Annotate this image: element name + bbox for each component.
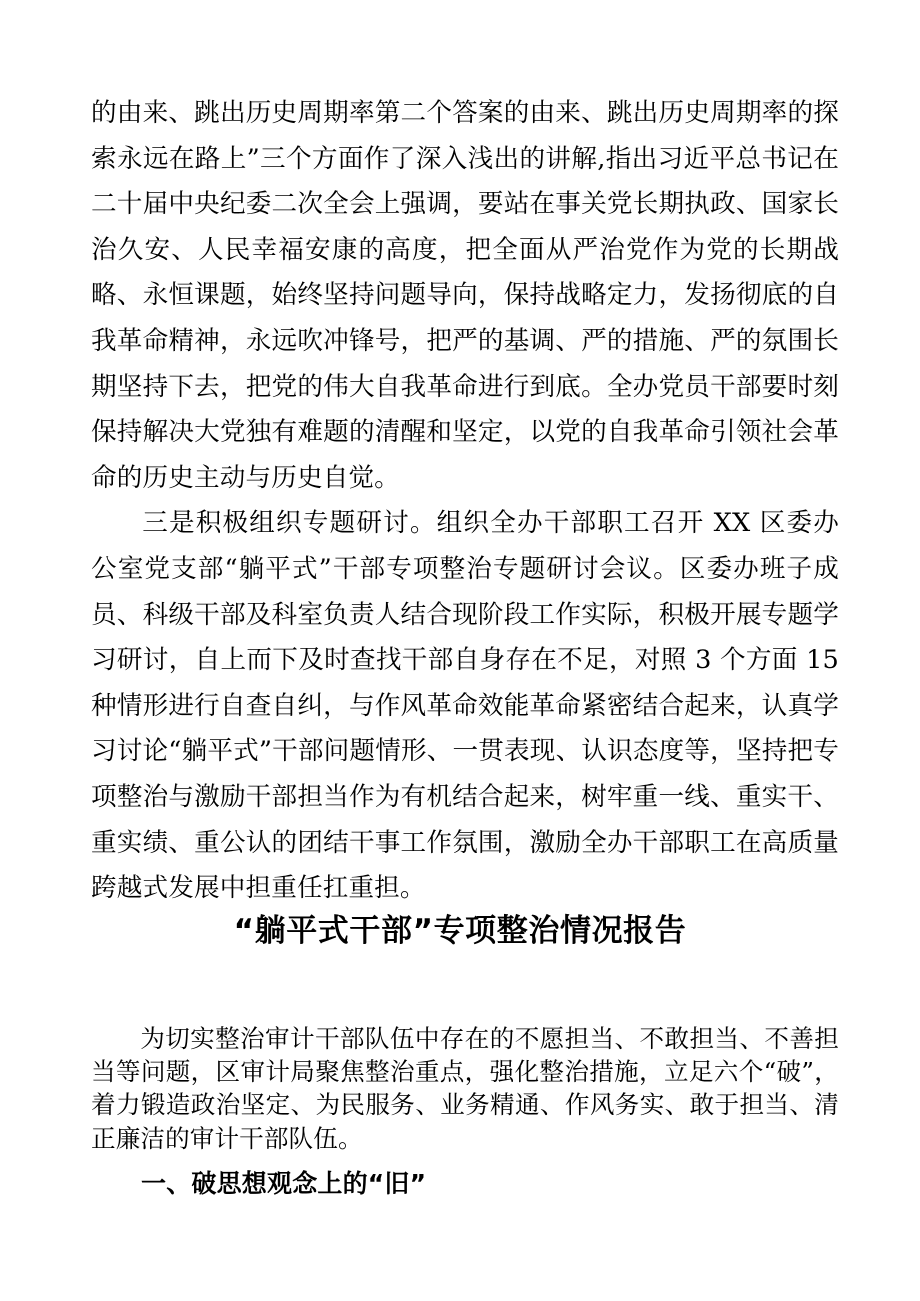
- paragraph-report-intro: 为切实整治审计干部队伍中存在的不愿担当、不敢担当、不善担当等问题，区审计局聚焦整治重点，强化整治措施，立足六个“破”，着力锻造政治坚定、为民服务、业务精通、作风务实、敢于担当、清正廉洁的审计干部队伍。: [91, 1024, 839, 1153]
- section-heading-one: 一、破思想观念上的“旧”: [141, 1169, 427, 1198]
- paragraph-continuation: 的由来、跳出历史周期率第二个答案的由来、跳出历史周期率的探索永远在路上”三个方面作了深入浅出的讲解,指出习近平总书记在二十届中央纪委二次全会上强调，要站在事关党长期执政、国家长治久安、人民幸福安康的高度，把全面从严治党作为党的长期战略、永恒课题，始终坚持问题导向，保持战略定力，发扬彻底的自我革命精神，永远吹冲锋号，把严的基调、严的措施、严的氛围长期坚持下去，把党的伟大自我革命进行到底。全办党员干部要时刻保持解决大党独有难题的清醒和坚定，以党的自我革命引领社会革命的历史主动与历史自觉。: [91, 98, 839, 493]
- lower-text-block: [91, 1022, 839, 1155]
- upper-text-block: [91, 91, 839, 912]
- document-title: “躺平式干部”专项整治情况报告: [233, 913, 687, 949]
- paragraph-item-three: 三是积极组织专题研讨。组织全办干部职工召开 XX 区委办公室党支部“躺平式”干部专项整治专题研讨会议。区委办班子成员、科级干部及科室负责人结合现阶段工作实际，积极开展专题学习研讨，自上而下及时查找干部自身存在不足，对照 3 个方面 15 种情形进行自查自纠，与作风革命效能革命紧密结合起来，认真学习讨论“躺平式”干部问题情形、一贯表现、认识态度等，坚持把专项整治与激励干部担当作为有机结合起来，树牢重一线、重实干、重实绩、重公认的团结干事工作氛围，激励全办干部职工在高质量跨越式发展中担重任扛重担。: [91, 508, 839, 904]
